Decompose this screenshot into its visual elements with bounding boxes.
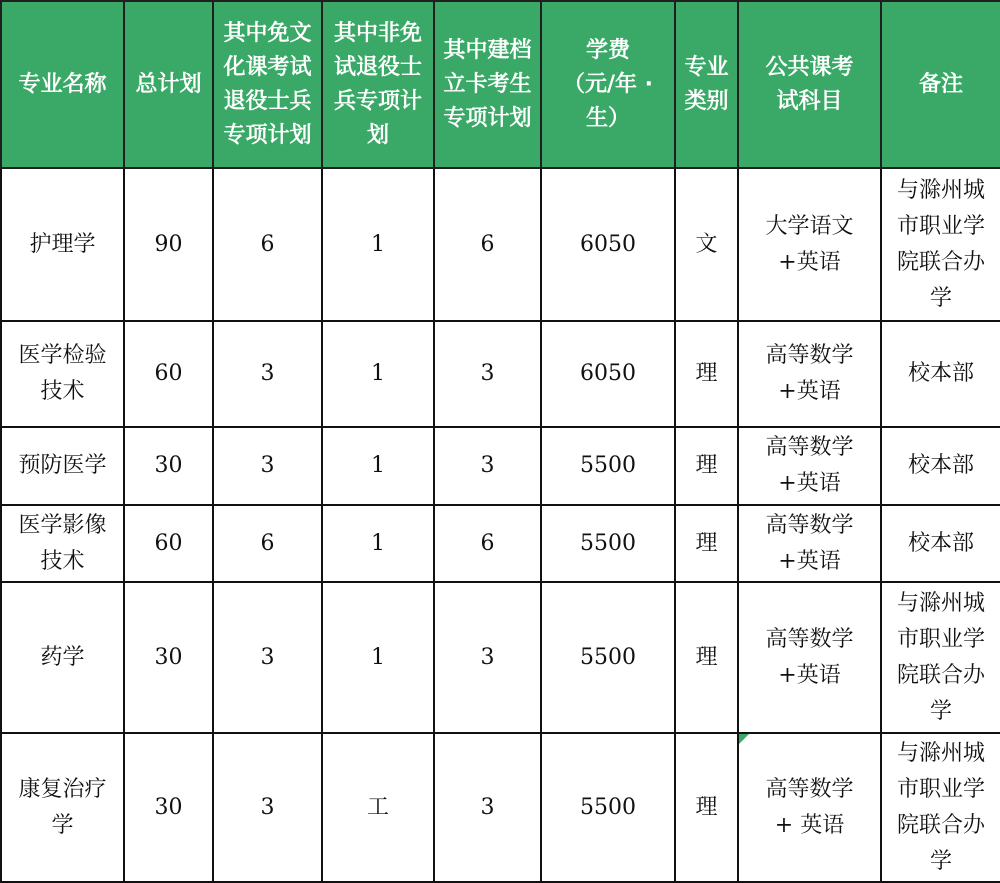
header-row — [1, 1, 1000, 168]
cell-nonexempt-veteran-plan: 1 — [322, 168, 434, 321]
cell-total-plan: 60 — [124, 321, 213, 427]
table-row — [1, 733, 1000, 882]
cell-exam-subjects: 高等数学 +英语 — [738, 582, 881, 733]
cell-exempt-veteran-plan: 6 — [213, 505, 322, 582]
cell-tuition: 6050 — [541, 168, 675, 321]
cell-nonexempt-veteran-plan: 1 — [322, 427, 434, 505]
cell-tuition: 5500 — [541, 427, 675, 505]
cell-nonexempt-veteran-plan: 1 — [322, 321, 434, 427]
cell-poverty-plan: 6 — [434, 505, 541, 582]
cell-exam-subjects: 大学语文 +英语 — [738, 168, 881, 321]
table-row — [1, 505, 1000, 582]
cell-remarks: 校本部 — [881, 321, 1000, 427]
cell-major-category: 理 — [675, 582, 738, 733]
cell-poverty-plan: 6 — [434, 168, 541, 321]
cell-poverty-plan: 3 — [434, 733, 541, 882]
cell-total-plan: 30 — [124, 733, 213, 882]
header-total-plan: 总计划 — [124, 1, 213, 168]
cell-major-category: 理 — [675, 505, 738, 582]
cell-major-name: 医学影像 技术 — [1, 505, 124, 582]
cell-tuition: 5500 — [541, 582, 675, 733]
header-major-category: 专业 类别 — [675, 1, 738, 168]
cell-remarks: 与滁州城 市职业学 院联合办 学 — [881, 582, 1000, 733]
cell-major-name: 药学 — [1, 582, 124, 733]
cell-tuition: 5500 — [541, 505, 675, 582]
cell-nonexempt-veteran-plan: 1 — [322, 505, 434, 582]
cell-poverty-plan: 3 — [434, 582, 541, 733]
cell-major-category: 文 — [675, 168, 738, 321]
cell-major-name: 护理学 — [1, 168, 124, 321]
header-exam-subjects: 公共课考 试科目 — [738, 1, 881, 168]
header-remarks: 备注 — [881, 1, 1000, 168]
cell-major-category: 理 — [675, 733, 738, 882]
header-tuition: 学费 （元/年 · 生） — [541, 1, 675, 168]
cell-exam-subjects: 高等数学 + 英语 — [738, 733, 881, 882]
cell-exempt-veteran-plan: 3 — [213, 427, 322, 505]
cell-exempt-veteran-plan: 3 — [213, 733, 322, 882]
cell-exempt-veteran-plan: 3 — [213, 582, 322, 733]
cell-remarks: 与滁州城 市职业学 院联合办 学 — [881, 733, 1000, 882]
table-row — [1, 582, 1000, 733]
cell-major-name: 医学检验 技术 — [1, 321, 124, 427]
header-major-name: 专业名称 — [1, 1, 124, 168]
cell-major-category: 理 — [675, 321, 738, 427]
cell-total-plan: 30 — [124, 582, 213, 733]
cell-tuition: 5500 — [541, 733, 675, 882]
cell-tuition: 6050 — [541, 321, 675, 427]
cell-major-name: 康复治疗 学 — [1, 733, 124, 882]
cell-exam-subjects: 高等数学 +英语 — [738, 427, 881, 505]
cell-remarks: 与滁州城 市职业学 院联合办 学 — [881, 168, 1000, 321]
table-row — [1, 427, 1000, 505]
cell-total-plan: 30 — [124, 427, 213, 505]
table-row — [1, 321, 1000, 427]
header-nonexempt-veteran-plan: 其中非免 试退役士 兵专项计 划 — [322, 1, 434, 168]
cell-exam-subjects: 高等数学 +英语 — [738, 321, 881, 427]
header-exempt-veteran-plan: 其中免文 化课考试 退役士兵 专项计划 — [213, 1, 322, 168]
cell-total-plan: 90 — [124, 168, 213, 321]
cell-exam-subjects: 高等数学 +英语 — [738, 505, 881, 582]
header-poverty-plan: 其中建档 立卡考生 专项计划 — [434, 1, 541, 168]
cell-total-plan: 60 — [124, 505, 213, 582]
cell-nonexempt-veteran-plan: 工 — [322, 733, 434, 882]
cell-remarks: 校本部 — [881, 427, 1000, 505]
cell-poverty-plan: 3 — [434, 321, 541, 427]
cell-remarks: 校本部 — [881, 505, 1000, 582]
cell-exempt-veteran-plan: 3 — [213, 321, 322, 427]
cell-nonexempt-veteran-plan: 1 — [322, 582, 434, 733]
cell-major-name: 预防医学 — [1, 427, 124, 505]
cell-major-category: 理 — [675, 427, 738, 505]
table-row — [1, 168, 1000, 321]
cell-exempt-veteran-plan: 6 — [213, 168, 322, 321]
cell-poverty-plan: 3 — [434, 427, 541, 505]
table-header — [1, 1, 1000, 168]
table-body — [1, 168, 1000, 882]
